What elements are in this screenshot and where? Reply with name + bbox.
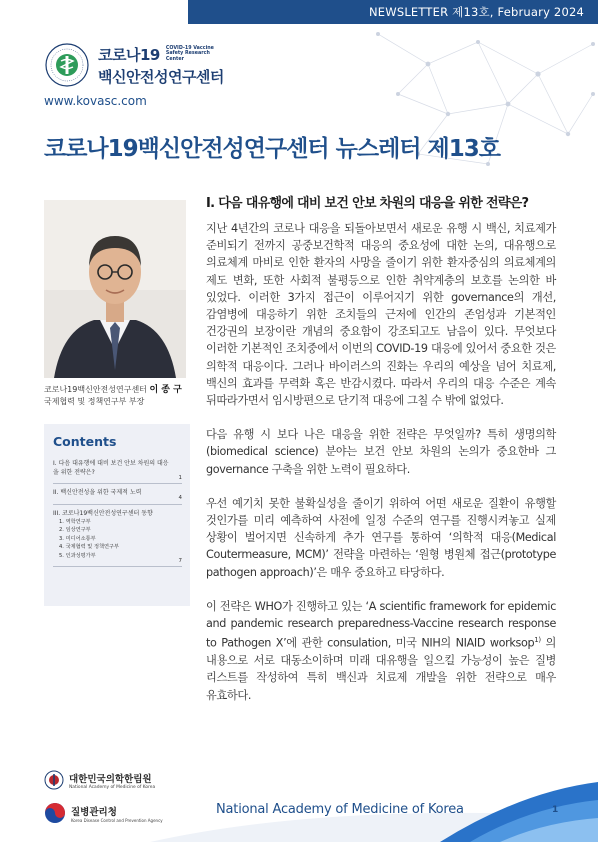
toc-item-label: I. 다음 대유행에 대비 보건 안보 차원의 대응을 위한 전략은? — [53, 460, 169, 476]
toc-item-label: III. 코로나19백신안전성연구센터 동향 — [53, 509, 153, 517]
website-link[interactable]: www.kovasc.com — [44, 94, 147, 108]
logo-name-line2: 백신안전성연구센터 — [98, 67, 224, 86]
kdca-logo[interactable] — [44, 802, 163, 824]
nam-name-kr: 대한민국의학한림원 — [69, 773, 152, 785]
table-of-contents — [44, 424, 190, 606]
toc-item-page: 7 — [178, 557, 182, 564]
author-caption — [44, 384, 204, 407]
nam-emblem-icon — [44, 770, 64, 790]
toc-item[interactable] — [53, 510, 182, 568]
logo-english-name: COVID-19 Vaccine Safety Research Center — [165, 45, 214, 62]
toc-item[interactable] — [53, 460, 182, 484]
kdca-name-kr: 질병관리청 — [71, 806, 117, 818]
article-paragraph: 지난 4년간의 코로나 대응을 되돌아보면서 새로운 유행 시 백신, 치료제가 준비되기 전까지 공중보건학적 대응의 중요성에 대한 논의, 대유행으로 의료체계 마비로 인한 환자의 사망을 줄이기 위한 환자중심의 의료체계의 제도 변화, 또한 사회적 불평등으로 인한 취약계층의 보호를 논의한 바 있었다. 이러한 3가지 접근이 이루어지기 위한 governance의 개선, 감염병에 대응하기 위한 조치들의 근저에 인간의 존엄성과 기본적인 건강권의 보장이란 개념의 중요함이 강조되고도 남음이 있다. 무엇보다 이러한 기본적인 조치중에서 이번의 COVID-19 대응에 있어서 중요한 것은 의학적 대응이다. 그러나 바이러스의 진화는 우리의 예상을 넘어 치료제, 백신의 효과를 무력화 혹은 반감시켰다. 따라서 우리의 대응 수준은 계속 뒤따라가면서 임시방편으로 단기적 대응에 그칠 수 밖에 없었다. — [206, 222, 556, 408]
toc-item-page: 4 — [178, 495, 182, 501]
paragraph-text: 의 내용으로 서로 대동소이하며 미래 대유행을 일으킬 가능성이 높은 질병 리스트를 작성하여 특히 백신과 치료제 개발을 위한 전략으로 매우 유효하다. — [206, 637, 557, 702]
toc-subitem[interactable]: 5. 인과성평가부 — [59, 552, 96, 559]
toc-item-page: 1 — [178, 474, 182, 481]
newsletter-label: NEWSLETTER 제13호, February 2024 — [368, 5, 584, 19]
article-paragraph — [206, 598, 556, 704]
footnote-ref[interactable]: 1) — [534, 636, 541, 645]
author-portrait — [44, 200, 186, 378]
toc-subitem[interactable]: 2. 임상연구부 — [59, 527, 91, 534]
center-logo[interactable] — [44, 42, 226, 88]
center-emblem-icon — [44, 42, 90, 88]
page-number: 1 — [552, 805, 559, 815]
paragraph-text: 이 전략은 WHO가 진행하고 있는 ‘A scientific framework for epidemic and pandemic research preparedness-Vaccine research response to Pathogen X’에 관한 consulation, 미국 NIH의 NIAID worksop — [206, 599, 556, 650]
toc-subitem[interactable]: 4. 국제협력 및 정책연구부 — [59, 544, 120, 551]
author-role: 국제협력 및 정책연구부 부장 — [44, 397, 145, 406]
kdca-emblem-icon — [44, 802, 66, 824]
logo-name-line1: 코로나19 — [98, 45, 160, 64]
article-paragraph: 우선 예기치 못한 불확실성을 줄이기 위하여 어떤 새로운 질환이 유행할 것인가를 미리 예측하여 사전에 일정 수준의 연구를 진행시켜놓고 실제 상황이 벌어지면 신속하게 추가 연구를 통하여 ‘의학적 대응(Medical Coutermeasure, MCM)’ 전략을 마련하는 ‘원형 병원체 접근(prototype pathogen approach)’은 매우 중요하고 타당하다. — [206, 496, 556, 579]
article-paragraph: 다음 유행 시 보다 나은 대응을 위한 전략은 무엇일까? 특히 생명의학(biomedical science) 분야는 보건 안보 차원의 논의가 중요한바 그 governance 구축을 위한 노력이 필요하다. — [206, 428, 556, 476]
article-body — [206, 220, 556, 721]
toc-subitem[interactable]: 1. 역학연구부 — [59, 519, 91, 525]
nam-name-en: National Academy of Medicine of Korea — [69, 784, 156, 790]
author-affiliation: 코로나19백신안전성연구센터 — [44, 385, 147, 394]
toc-subitem[interactable]: 3. 미디어소통부 — [59, 535, 96, 542]
section-title: I. 다음 대유행에 대비 보건 안보 차원의 대응을 위한 전략은? — [206, 196, 529, 211]
nam-logo[interactable] — [44, 770, 155, 790]
toc-title: Contents — [53, 434, 117, 449]
footer-organization-name: National Academy of Medicine of Korea — [216, 802, 464, 817]
page-title: 코로나19백신안전성연구센터 뉴스레터 제13호 — [44, 136, 500, 162]
toc-item-label: II. 백신안전성을 위한 국제적 노력 — [53, 489, 142, 496]
kdca-name-en: Korea Disease Control and Prevention Agency — [71, 817, 163, 823]
toc-item[interactable] — [53, 489, 182, 505]
newsletter-banner — [188, 0, 598, 24]
author-name: 이 종 구 — [149, 385, 182, 395]
